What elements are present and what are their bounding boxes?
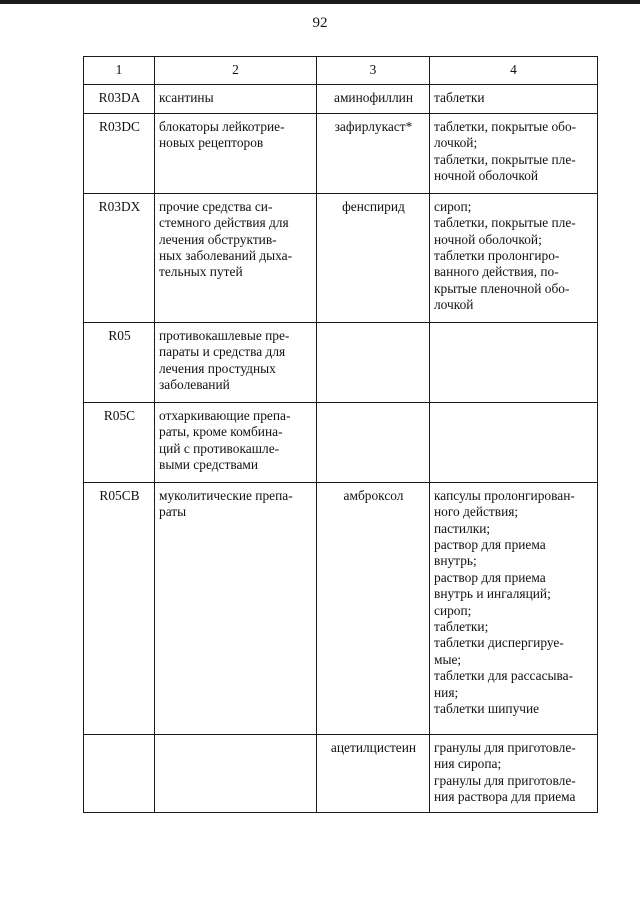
drug-name-cell: фенспирид <box>317 193 430 322</box>
column-header: 3 <box>317 57 430 85</box>
column-header: 4 <box>430 57 598 85</box>
table-row <box>84 734 598 812</box>
table-row <box>84 113 598 193</box>
atc-code-cell <box>84 734 155 812</box>
dosage-forms-cell: таблетки, покрытые обо- лочкой; таблетки, покрытые пле- ночной оболочкой <box>430 113 598 193</box>
drug-name-cell <box>317 402 430 482</box>
dosage-forms-cell <box>430 322 598 402</box>
dosage-forms-cell: таблетки <box>430 85 598 113</box>
drug-name-cell: амброксол <box>317 482 430 734</box>
column-header: 2 <box>155 57 317 85</box>
medication-table <box>83 56 598 813</box>
drug-name-cell <box>317 322 430 402</box>
drug-name-cell: зафирлукаст* <box>317 113 430 193</box>
dosage-forms-cell <box>430 402 598 482</box>
page-number: 92 <box>312 15 328 31</box>
group-cell: ксантины <box>155 85 317 113</box>
group-cell: отхаркивающие препа- раты, кроме комбина- ций с противокашле- выми средствами <box>155 402 317 482</box>
table-row <box>84 482 598 734</box>
atc-code-cell: R03DX <box>84 193 155 322</box>
atc-code-cell: R05 <box>84 322 155 402</box>
table-row <box>84 193 598 322</box>
atc-code-cell: R03DA <box>84 85 155 113</box>
group-cell: муколитические препа- раты <box>155 482 317 734</box>
group-cell: прочие средства си- стемного действия для лечения обструктив- ных заболеваний дыха- тельных путей <box>155 193 317 322</box>
table-row <box>84 322 598 402</box>
table-row <box>84 85 598 113</box>
drug-name-cell: аминофиллин <box>317 85 430 113</box>
column-header: 1 <box>84 57 155 85</box>
atc-code-cell: R03DC <box>84 113 155 193</box>
group-cell <box>155 734 317 812</box>
atc-code-cell: R05C <box>84 402 155 482</box>
drug-name-cell: ацетилцистеин <box>317 734 430 812</box>
dosage-forms-cell: сироп; таблетки, покрытые пле- ночной оболочкой; таблетки пролонгиро- ванного действия, по- крытые пленочной обо- лочкой <box>430 193 598 322</box>
table-row <box>84 402 598 482</box>
group-cell: противокашлевые пре- параты и средства для лечения простудных заболеваний <box>155 322 317 402</box>
dosage-forms-cell: гранулы для приготовле- ния сиропа; гранулы для приготовле- ния раствора для приема <box>430 734 598 812</box>
group-cell: блокаторы лейкотрие- новых рецепторов <box>155 113 317 193</box>
top-border-rule <box>0 0 640 4</box>
table-header-row <box>84 57 598 85</box>
dosage-forms-cell: капсулы пролонгирован- ного действия; пастилки; раствор для приема внутрь; раствор для приема внутрь и ингаляций; сироп; таблетки; таблетки диспергируе- мые; таблетки для рассасыва- ния; таблетки шипучие <box>430 482 598 734</box>
atc-code-cell: R05CB <box>84 482 155 734</box>
